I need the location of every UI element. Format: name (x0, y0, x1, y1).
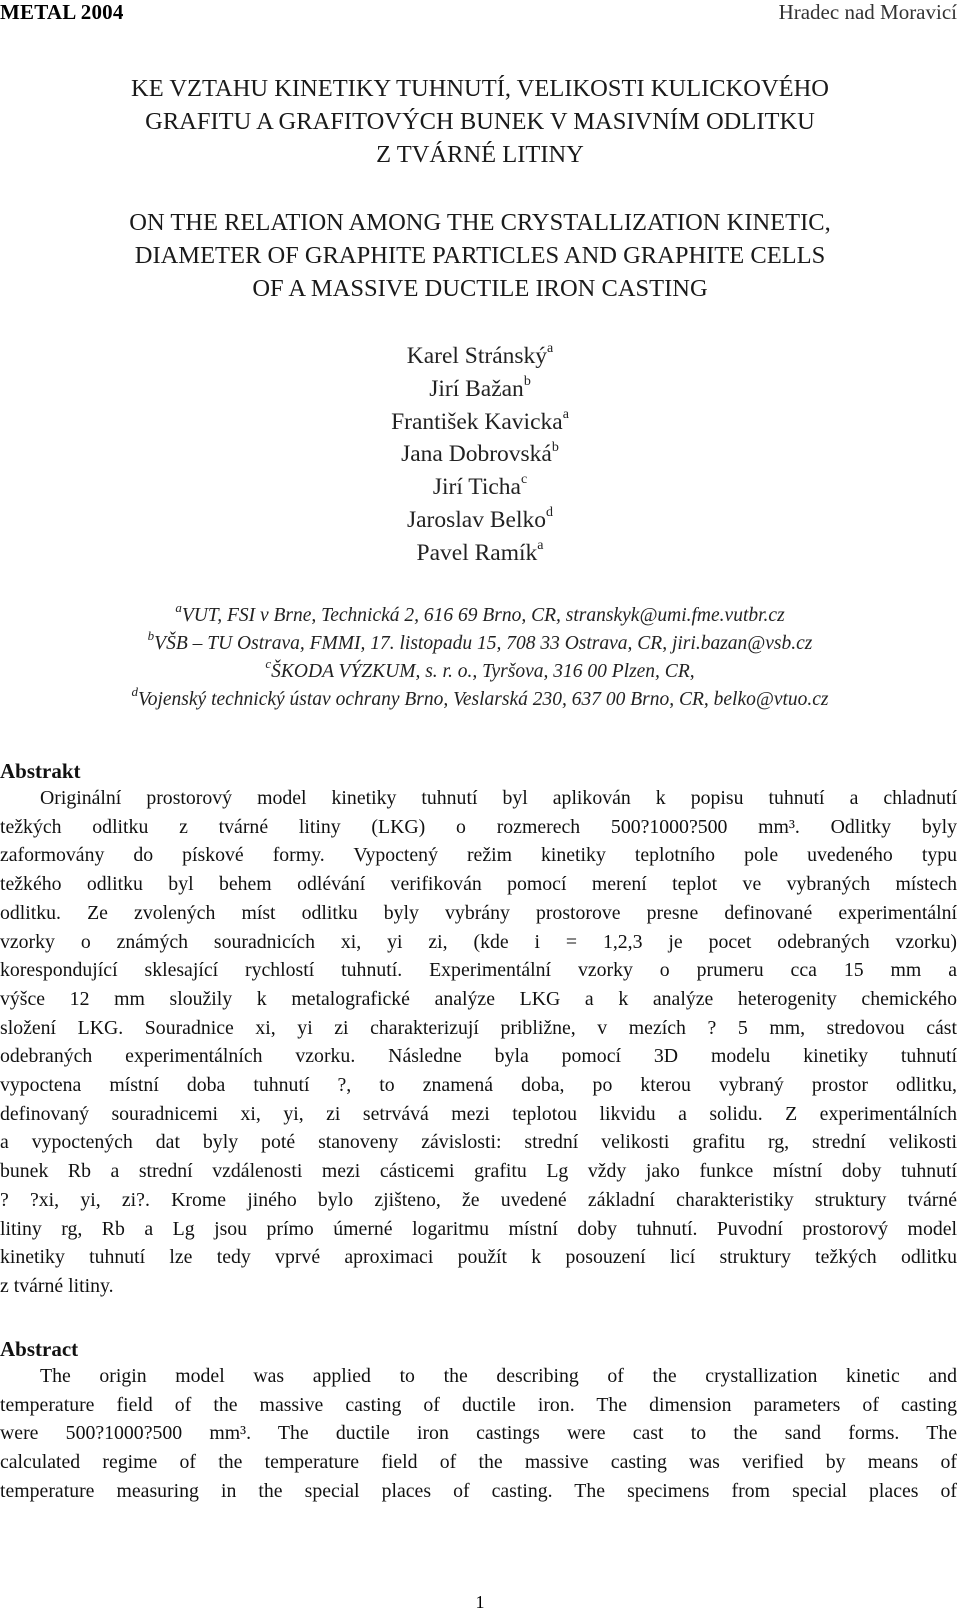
abstract-heading: Abstract (0, 1337, 79, 1361)
affiliation (0, 683, 960, 714)
text-line: a vypoctených dat byly poté stanoveny závislosti: strední velikosti grafitu rg, strední velikosti (0, 1131, 957, 1154)
title-line: KE VZTAHU KINETIKY TUHNUTÍ, VELIKOSTI KULICKOVÉHO (131, 75, 829, 102)
affiliation-text: Vojenský technický ústav ochrany Brno, Veslarská 230, 637 00 Brno, CR, belko@vtuo.cz (137, 689, 829, 710)
title-czech (0, 72, 960, 171)
affiliation (0, 627, 960, 658)
affiliation-text: VŠB – TU Ostrava, FMMI, 17. listopadu 15, 708 33 Ostrava, CR, jiri.bazan@vsb.cz (154, 633, 813, 654)
author-name: Pavel Ramík (416, 539, 538, 566)
title-english (0, 206, 960, 305)
text-line: Originální prostorový model kinetiky tuhnutí byl aplikován k popisu tuhnutí a chladnutí (40, 787, 957, 809)
affiliation-list (0, 599, 960, 714)
abstrakt-body (0, 784, 957, 1301)
affiliation (0, 599, 960, 630)
abstract-body (0, 1362, 957, 1506)
text-line: odebraných experimentálních vzorku. Následne byla pomocí 3D modelu kinetiky tuhnutí (0, 1045, 957, 1068)
author (0, 406, 960, 439)
text-line: vypoctena místní doba tuhnutí ?, to znamená doba, po kterou vybraný prostor odlitku, (0, 1074, 957, 1097)
author-affiliation-mark: a (537, 537, 544, 553)
text-line: výšce 12 mm sloužily k metalografické analýze LKG a k analýze heterogenity chemického (0, 987, 957, 1010)
text-line: složení LKG. Souradnice xi, yi zi charakterizují približne, v mezích ? 5 mm, stredovou cást (0, 1016, 957, 1039)
text-line: temperature measuring in the special places of casting. The specimens from special places of (0, 1479, 957, 1502)
text-line: zaformovány do pískové formy. Vypoctený režim kinetiky teplotního pole uvedeného typu (0, 844, 957, 867)
author-list (0, 340, 960, 570)
affiliation-text: ŠKODA VÝZKUM, s. r. o., Tyršova, 316 00 Plzen, CR, (271, 661, 695, 682)
text-line: definovaný souradnicemi xi, yi, zi setrvává mezi teplotou likvidu a solidu. Z experimentálních (0, 1102, 957, 1125)
author (0, 373, 960, 406)
author (0, 438, 960, 471)
text-line: korespondující sklesající rychlostí tuhnutí. Experimentální vzorky o prumeru cca 15 mm a (0, 959, 957, 982)
text-line: težkého odlitku byl behem odlévání verifikován pomocí merení teplot ve vybraných místech (0, 873, 957, 896)
author-affiliation-mark: a (547, 341, 554, 357)
text-line: z tvárné litiny. (0, 1274, 114, 1297)
author-name: Jirí Ticha (432, 474, 521, 501)
title-line: GRAFITU A GRAFITOVÝCH BUNEK V MASIVNÍM ODLITKU (145, 108, 815, 135)
title-line: Z TVÁRNÉ LITINY (376, 141, 584, 168)
author-name: Jirí Bažan (429, 375, 524, 402)
author-affiliation-mark: d (546, 505, 553, 521)
author-affiliation-mark: b (551, 439, 559, 455)
author-name: Jana Dobrovská (401, 441, 552, 468)
title-line: DIAMETER OF GRAPHITE PARTICLES AND GRAPHITE CELLS (134, 242, 826, 269)
author-name: František Kavicka (391, 408, 563, 435)
text-line: odlitku. Ze zvolených míst odlitku byly vybrány prostorove presne definované experimentální (0, 901, 957, 924)
affiliation (0, 655, 960, 686)
author (0, 340, 960, 373)
author-name: Jaroslav Belko (406, 506, 546, 533)
author (0, 504, 960, 537)
text-line: litiny rg, Rb a Lg jsou prímo úmerné logaritmu místní doby tuhnutí. Puvodní prostorový model (0, 1217, 957, 1240)
text-line: ? ?xi, yi, zi?. Krome jiného bylo zjišteno, že uvedené základní charakteristiky struktury tvárné (0, 1188, 957, 1211)
author-name: Karel Stránský (406, 343, 548, 369)
title-line: OF A MASSIVE DUCTILE IRON CASTING (252, 275, 708, 302)
page-number: 1 (475, 1592, 485, 1612)
text-line: kinetiky tuhnutí lze tedy vprvé aproximaci použít k posouzení licí struktury težkých odlitku (0, 1246, 957, 1269)
author-affiliation-mark: c (520, 472, 528, 488)
text-line: bunek Rb a strední vzdálenosti mezi cásticemi grafitu Lg vždy jako funkce místní doby tuhnutí (0, 1160, 957, 1183)
conference-name: METAL 2004 (0, 0, 124, 24)
affiliation-mark: b (147, 627, 155, 643)
text-line: težkých odlitku z tvárné litiny (LKG) o rozmerech 500?1000?500 mm³. Odlitky byly (0, 815, 957, 838)
author (0, 471, 960, 504)
text-line: The origin model was applied to the describing of the crystallization kinetic and (40, 1365, 957, 1387)
affiliation-mark: a (175, 599, 182, 615)
author-affiliation-mark: a (562, 406, 569, 422)
author (0, 537, 960, 570)
text-line: calculated regime of the temperature field of the massive casting was verified by means of (0, 1451, 957, 1474)
conference-location: Hradec nad Moravicí (778, 0, 957, 24)
text-line: were 500?1000?500 mm³. The ductile iron castings were cast to the sand forms. The (0, 1422, 957, 1445)
author-affiliation-mark: b (523, 373, 531, 389)
affiliation-text: VUT, FSI v Brne, Technická 2, 616 69 Brno, CR, stranskyk@umi.fme.vutbr.cz (181, 605, 785, 626)
text-line: temperature field of the massive casting of ductile iron. The dimension parameters of casting (0, 1393, 957, 1416)
abstrakt-heading: Abstrakt (0, 759, 81, 783)
affiliation-mark: d (131, 683, 138, 699)
text-line: vzorky o známých souradnicích xi, yi zi, (kde i = 1,2,3 je pocet odebraných vzorku) (0, 930, 957, 953)
title-line: ON THE RELATION AMONG THE CRYSTALLIZATION KINETIC, (129, 209, 831, 236)
affiliation-mark: c (265, 655, 272, 671)
